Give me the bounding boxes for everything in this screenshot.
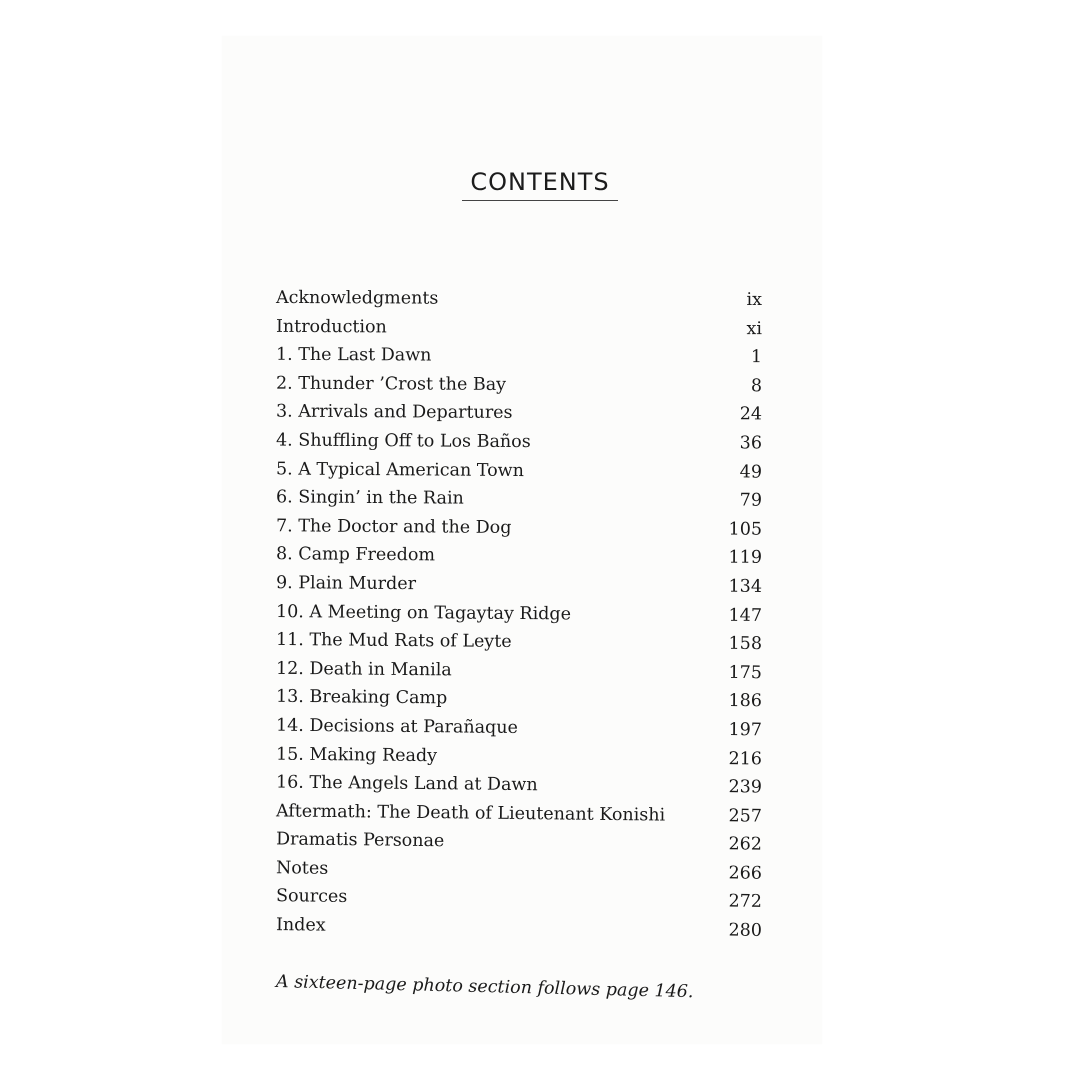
toc-entry-page-number: 105 — [728, 519, 763, 540]
toc-entry — [276, 312, 762, 343]
toc-entry-title: 2. Thunder ’Crost the Bay — [275, 373, 507, 395]
toc-entry-title: 14. Decisions at Parañaque — [275, 715, 518, 738]
toc-entry — [276, 911, 762, 945]
toc-entry-title: Introduction — [275, 316, 387, 337]
toc-entry — [276, 512, 762, 544]
toc-entry-title: 12. Death in Manila — [275, 658, 452, 681]
toc-entry-title: 6. Singin’ in the Rain — [275, 487, 464, 509]
toc-entry-title: Acknowledgments — [275, 287, 439, 309]
toc-entry-page-number: 280 — [728, 920, 763, 941]
toc-entry — [276, 284, 762, 315]
toc-entry-page-number: 134 — [728, 576, 763, 597]
toc-entry-page-number: 147 — [728, 605, 763, 626]
toc-entry-title: Index — [275, 915, 326, 936]
toc-entry-page-number: 1 — [750, 347, 763, 368]
toc-entry-page-number: 262 — [728, 834, 763, 855]
toc-entry-title: 11. The Mud Rats of Leyte — [275, 630, 512, 653]
toc-entry — [276, 683, 762, 716]
toc-entry-page-number: 158 — [728, 633, 763, 655]
toc-entry — [276, 341, 762, 372]
toc-entry — [276, 569, 762, 601]
toc-entry — [276, 712, 762, 745]
toc-entry-title: 15. Making Ready — [275, 744, 438, 766]
toc-entry-page-number: xi — [746, 318, 763, 339]
toc-entry — [276, 484, 762, 516]
toc-entry-title: Aftermath: The Death of Lieutenant Konishi — [275, 801, 666, 826]
toc-entry — [276, 426, 762, 458]
toc-entry — [276, 626, 762, 659]
toc-entry-title: 5. A Typical American Town — [275, 458, 525, 481]
toc-entry-page-number: 266 — [728, 863, 763, 884]
toc-entry-page-number: 272 — [728, 891, 763, 913]
toc-entry-title: 8. Camp Freedom — [275, 544, 436, 566]
page-title — [0, 168, 1080, 201]
toc-entry-page-number: ix — [746, 289, 763, 311]
toc-entry-page-number: 216 — [728, 748, 763, 769]
toc-entry — [276, 398, 762, 429]
toc-entry-page-number: 186 — [728, 691, 763, 712]
toc-entry-title: 7. The Doctor and the Dog — [275, 516, 512, 538]
toc-entry-title: Sources — [275, 886, 348, 908]
toc-entry-page-number: 239 — [728, 777, 763, 798]
toc-entry-title: 9. Plain Murder — [275, 573, 417, 595]
toc-entry-page-number: 119 — [728, 547, 763, 569]
toc-entry-title: 13. Breaking Camp — [275, 687, 448, 709]
contents-heading: CONTENTS — [462, 168, 617, 201]
toc-entry-title: 10. A Meeting on Tagaytay Ridge — [275, 601, 572, 624]
toc-entry-title: 3. Arrivals and Departures — [275, 401, 513, 424]
table-of-contents — [276, 285, 762, 943]
toc-entry-page-number: 36 — [739, 433, 763, 454]
toc-entry-page-number: 175 — [728, 662, 763, 683]
toc-entry-title: Dramatis Personae — [275, 829, 445, 852]
toc-entry-page-number: 197 — [728, 719, 763, 741]
toc-entry-title: 1. The Last Dawn — [275, 344, 432, 366]
toc-entry-page-number: 8 — [750, 376, 763, 397]
toc-entry-title: 4. Shuffling Off to Los Baños — [275, 430, 531, 453]
toc-entry-page-number: 24 — [739, 404, 763, 425]
toc-entry-page-number: 79 — [739, 490, 763, 511]
toc-entry-page-number: 257 — [728, 805, 763, 827]
toc-entry — [276, 369, 762, 400]
toc-entry-page-number: 49 — [739, 461, 763, 483]
toc-entry-title: Notes — [275, 858, 329, 879]
toc-entry — [276, 455, 762, 487]
toc-entry — [276, 598, 762, 631]
toc-entry — [276, 541, 762, 573]
toc-entry-title: 16. The Angels Land at Dawn — [275, 772, 538, 796]
photo-section-note: A sixteen-page photo section follows page 146. — [275, 972, 694, 1003]
toc-entry — [276, 769, 762, 803]
